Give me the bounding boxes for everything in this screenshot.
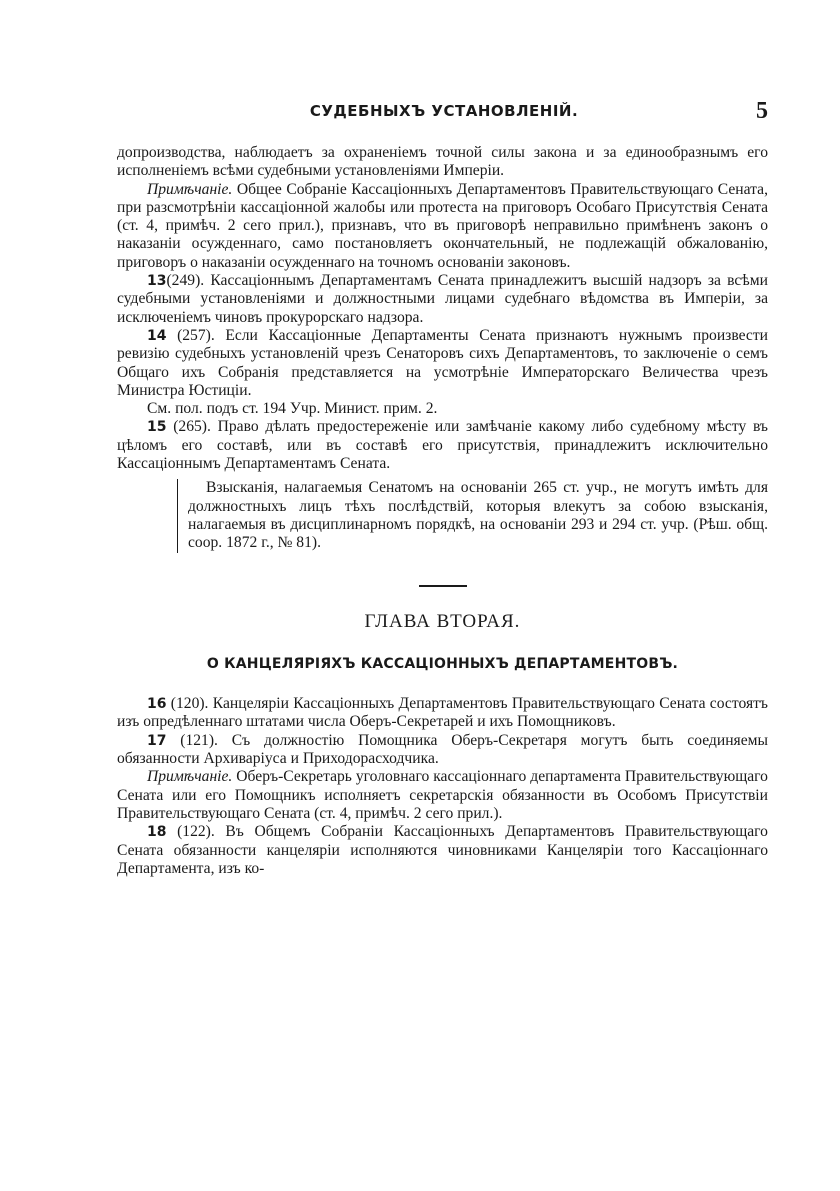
chapter-title: ГЛАВА ВТОРАЯ. bbox=[364, 610, 521, 632]
article-17-text: Съ должностію Помощника Оберъ-Секретаря могутъ быть соединяемы обязанности Архиваріуса и Приходорасходчика. bbox=[117, 731, 768, 768]
article-18-number: 18 bbox=[147, 824, 167, 841]
article-16-number: 16 bbox=[147, 696, 167, 713]
note-2-text: Оберъ-Секретарь уголовнаго кассаціоннаго департамента Правительствующаго Сената или его Помощникъ исполняетъ секретарскія обязанности въ Особомъ Присутствіи Правительствующаго Сената (ст. 4, примѣч. 2 сего прил.). bbox=[117, 768, 768, 822]
article-14-number: 14 bbox=[147, 327, 167, 344]
article-18-text: Въ Общемъ Собраніи Кассаціонныхъ Департаментовъ Правительствующаго Сената обязанности канцеляріи исполняются чиновниками Канцеляріи того Кассаціоннаго Департамента, изъ ко- bbox=[117, 823, 768, 877]
article-13-text: Кассаціоннымъ Департаментамъ Сената принадлежитъ высшій надзоръ за всѣми судебными установленіями и должностными лицами судебнаго вѣдомства въ Имперіи, за исключеніемъ чиновъ прокурорскаго надзора. bbox=[117, 272, 768, 326]
article-15 bbox=[117, 418, 768, 473]
article-14-text: Если Кассаціонные Департаменты Сената признаютъ нужнымъ произвести ревизію судебныхъ установленій чрезъ Сенаторовъ сихъ Департаментовъ, то заключеніе о семъ Общаго ихъ Собранія представляется на усмотрѣніе Императорскаго Величества чрезъ Министра Юстиціи. bbox=[117, 326, 768, 399]
article-13 bbox=[117, 272, 768, 327]
quoted-decision: Взысканія, налагаемыя Сенатомъ на основаніи 265 ст. учр., не могутъ имѣть для должностныхъ лицъ тѣхъ послѣдствій, которыя влекутъ за собою взысканія, налагаемыя въ дисциплинарномъ порядкѣ, на основаніи 293 и 294 ст. учр. (Рѣш. общ. соор. 1872 г., № 81). bbox=[177, 479, 768, 552]
article-18-ref: (122). bbox=[177, 823, 215, 841]
note-2 bbox=[117, 768, 768, 823]
running-title: СУДЕБНЫХЪ УСТАНОВЛЕНІЙ. bbox=[309, 102, 579, 120]
article-16-ref: (120). bbox=[170, 695, 209, 713]
article-15-text: Право дѣлать предостереженіе или замѣчаніе какому либо судебному мѣсту въ цѣломъ его составѣ, или въ составѣ его присутствія, принадлежитъ исключительно Кассаціоннымъ Департаментамъ Сената. bbox=[117, 418, 768, 473]
article-15-ref: (265). bbox=[173, 418, 211, 436]
note-1-text: Общее Собраніе Кассаціонныхъ Департаментовъ Правительствующаго Сената, при разсмотрѣніи кассаціонной жалобы или протеста на приговоръ Особаго Присутствія Сената (ст. 4, примѣч. 2 сего прил.), признавъ, что въ приговорѣ неправильно примѣненъ законъ о наказаніи осужденнаго, само постановляетъ окончательный, не подлежащій обжалованію, приговоръ о наказаніи осужденнаго на точномъ основаніи законовъ. bbox=[117, 180, 768, 271]
article-15-number: 15 bbox=[147, 419, 167, 436]
article-14 bbox=[117, 327, 768, 400]
article-14-ref: (257). bbox=[177, 326, 215, 344]
see-reference: См. пол. подъ ст. 194 Учр. Минист. прим. 2. bbox=[147, 400, 438, 418]
article-13-number: 13 bbox=[147, 273, 167, 290]
section-divider bbox=[419, 585, 467, 587]
article-17-number: 17 bbox=[147, 732, 167, 749]
page-number: 5 bbox=[756, 98, 768, 124]
article-18 bbox=[117, 823, 768, 878]
article-17 bbox=[117, 732, 768, 769]
article-13-ref: (249). bbox=[166, 272, 205, 290]
body-text bbox=[117, 144, 768, 878]
note-2-label: Примѣчаніе. bbox=[147, 768, 233, 786]
note-1 bbox=[117, 181, 768, 272]
note-1-label: Примѣчаніе. bbox=[147, 180, 233, 198]
article-16 bbox=[117, 695, 768, 732]
article-16-text: Канцеляріи Кассаціонныхъ Департаментовъ Правительствующаго Сената состоятъ изъ опредѣленнаго штатами числа Оберъ-Секретарей и ихъ Помощниковъ. bbox=[117, 695, 768, 731]
running-head bbox=[120, 98, 768, 128]
article-17-ref: (121). bbox=[180, 731, 218, 749]
section-title: О КАНЦЕЛЯРІЯХЪ КАССАЦІОННЫХЪ ДЕПАРТАМЕНТОВЪ. bbox=[206, 655, 679, 672]
opening-paragraph: допроизводства, наблюдаетъ за охраненіемъ точной силы закона и за единообразнымъ его исполненіемъ всѣми судебными установленіями Имперіи. bbox=[117, 144, 768, 180]
